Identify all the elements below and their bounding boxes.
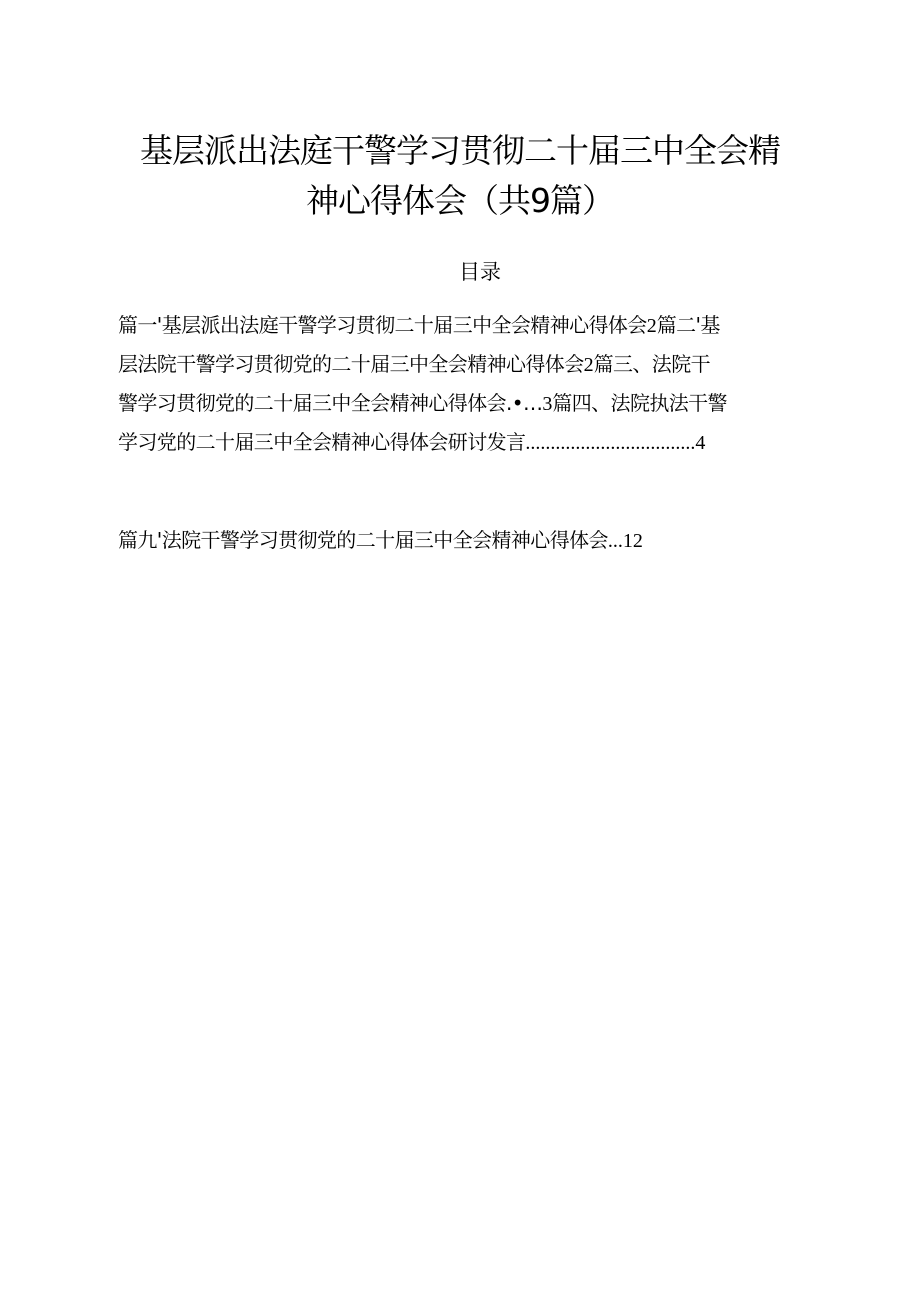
toc-line-tail: 篇二'基 [656, 313, 720, 337]
toc-line-4 [118, 423, 838, 462]
toc-page-number: 3 [542, 393, 553, 415]
toc-line-9 [118, 521, 838, 560]
title-line-1: 基层派出法庭干警学习贯彻二十届三中全会精 [140, 131, 780, 170]
toc-heading: 目录 [459, 260, 501, 284]
toc-page-number: ..................................4 [525, 432, 706, 454]
toc-page-number: 2 [583, 354, 594, 376]
toc-line-text: 篇一'基层派出法庭干警学习贯彻二十届三中全会精神心得体会 [118, 313, 647, 337]
toc-line-tail: 篇四、法院执法干警 [552, 391, 727, 415]
toc-line-2 [118, 345, 838, 384]
table-of-contents [118, 306, 838, 462]
toc-line-text: 篇九'法院干警学习贯彻党的二十届三中全会精神心得体会 [118, 528, 608, 552]
toc-line-tail: 篇三、法院干 [593, 352, 711, 376]
document-title [100, 126, 820, 226]
toc-page-number: ...12 [607, 530, 643, 552]
toc-line-text: 警学习贯彻党的二十届三中全会精神心得体会.•… [118, 391, 543, 415]
toc-line-text: 层法院干警学习贯彻党的二十届三中全会精神心得体会 [118, 352, 584, 376]
toc-line-3 [118, 384, 838, 423]
toc-line-1 [118, 306, 838, 345]
toc-line-text: 学习党的二十届三中全会精神心得体会研讨发言 [118, 430, 526, 454]
toc-page-number: 2 [646, 315, 657, 337]
title-line-2: 神心得体会（共9篇） [306, 181, 614, 220]
